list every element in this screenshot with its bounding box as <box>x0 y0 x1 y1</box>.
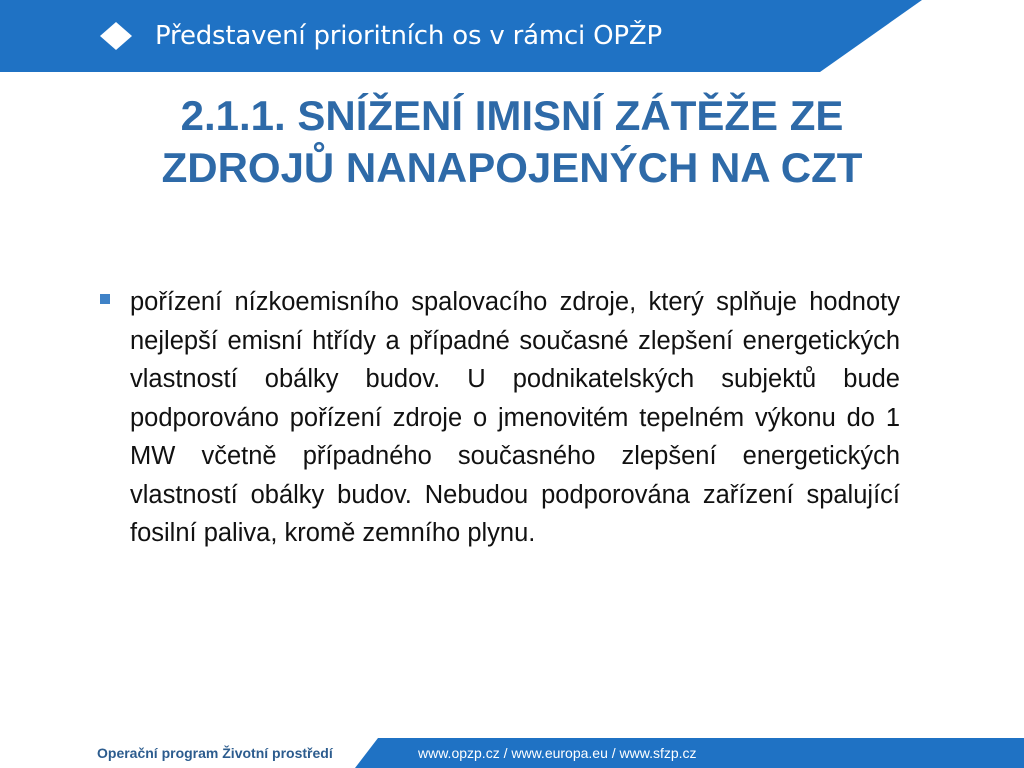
footer-links: www.opzp.cz / www.europa.eu / www.sfzp.cz <box>418 745 697 761</box>
bullet-list <box>100 283 900 553</box>
square-bullet-icon <box>100 294 110 304</box>
slide-title <box>60 90 964 194</box>
diamond-icon <box>100 22 132 50</box>
footer-program-name: Operační program Životní prostředí <box>97 745 333 761</box>
header-title: Představení prioritních os v rámci OPŽP <box>155 21 662 51</box>
content-area <box>100 283 900 553</box>
slide-title-line-2: ZDROJŮ NANAPOJENÝCH NA CZT <box>161 144 863 191</box>
bullet-text: pořízení nízkoemisního spalovacího zdroje, který splňuje hodnoty nejlepší emisní htřídy a případné současné zlepšení energetických vlastností obálky budov. U podnikatelských subjektů bude podporováno pořízení zdroje o jmenovitém tepelném výkonu do 1 MW včetně případného současného zlepšení energetických vlastností obálky budov. Nebudou podporována zařízení spalující fosilní paliva, kromě zemního plynu. <box>130 288 900 547</box>
list-item <box>100 283 900 553</box>
slide-title-line-1: 2.1.1. SNÍŽENÍ IMISNÍ ZÁTĚŽE ZE <box>180 92 844 139</box>
